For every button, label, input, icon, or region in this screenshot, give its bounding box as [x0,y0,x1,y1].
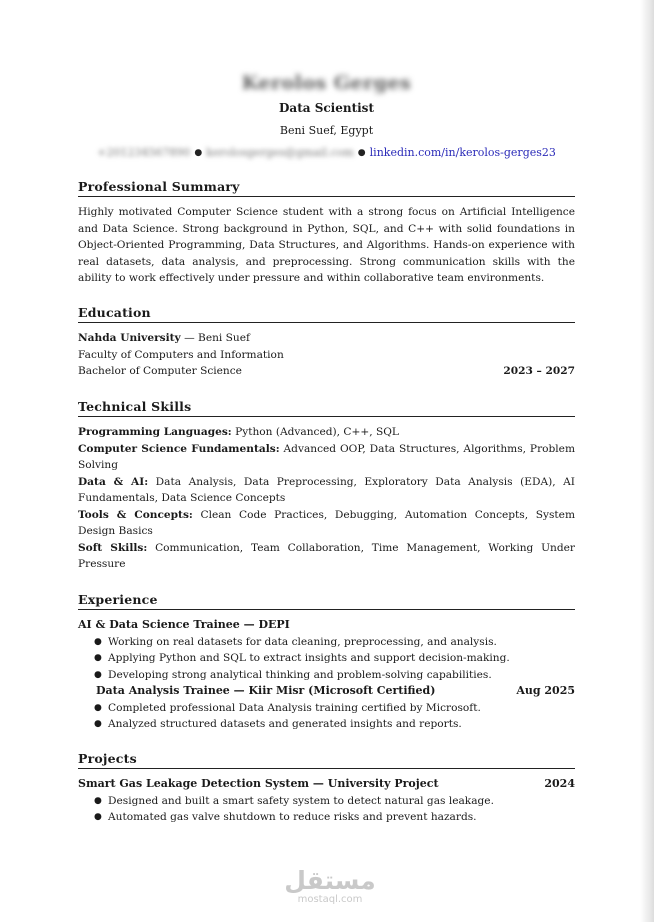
bullet-icon: ● [94,636,102,647]
list-item: ● Working on real datasets for data cleaning, preprocessing, and analysis. [94,634,575,651]
mostaql-watermark [280,868,380,905]
faculty-line [78,347,575,364]
skill-row [78,424,575,441]
job-role: Data Analysis Trainee — Kiir Misr (Microsoft Certified) [96,684,436,697]
list-item: ● Applying Python and SQL to extract insights and support decision-making. [94,650,575,667]
bullet-icon: ● [94,795,102,806]
skill-row [78,507,575,540]
skill-value: Advanced OOP, Data Structures, Algorithms, Problem Solving [78,442,575,471]
education-heading: Education [78,305,575,323]
faculty-name: Faculty of Computers and Information [78,348,284,361]
summary-text: Highly motivated Computer Science student with a strong focus on Artificial Intelligence and Data Science. Strong background in Python, SQL, and C++ with solid foundations in Object-Oriented Programming, Data Structures, and Algorithms. Hands-on experience with real datasets, data analysis, and preprocessing. Strong communication skills with the ability to work effectively under pressure and within collaborative team environments. [78,206,575,284]
list-item: ● Analyzed structured datasets and generated insights and reports. [94,716,575,733]
skill-value: Python (Advanced), C++, SQL [231,426,399,438]
watermark-arabic: مستقل [284,866,376,895]
bullet-icon: ● [94,702,102,713]
list-item: ● Developing strong analytical thinking and problem-solving capabilities. [94,667,575,684]
skill-row [78,441,575,474]
projects-heading: Projects [78,751,575,769]
bullet-icon: ● [94,669,102,680]
summary-heading: Professional Summary [78,179,575,197]
job-role: AI & Data Science Trainee — DEPI [78,618,290,631]
job-title-row [78,617,575,634]
school-name: Nahda University [78,332,181,344]
skill-row [78,474,575,507]
skill-value: Communication, Team Collaboration, Time Management, Working Under Pressure [78,541,575,570]
bullet-icon: ● [94,653,102,663]
school-location: — Beni Suef [180,332,250,344]
bullet-separator: ● [357,148,366,158]
list-item: ● Automated gas valve shutdown to reduce risks and prevent hazards. [94,809,575,826]
job-title: Data Scientist [279,101,374,115]
project-title-row [78,776,575,793]
project-date: 2024 [544,777,575,790]
skill-label: Tools & Concepts: [78,508,193,521]
skill-row [78,540,575,573]
projects-section [78,751,575,826]
degree-name: Bachelor of Computer Science [78,365,242,377]
skill-value: Clean Code Practices, Debugging, Automation Concepts, System Design Basics [78,508,575,537]
linkedin-link[interactable]: linkedin.com/in/kerolos-gerges23 [369,146,556,159]
list-item: ● Designed and built a smart safety system to detect natural gas leakage. [94,793,575,810]
skills-heading: Technical Skills [78,399,575,417]
bullet-separator: ● [194,148,203,158]
project-name: Smart Gas Leakage Detection System — University Project [78,777,439,790]
experience-heading: Experience [78,592,575,610]
watermark-latin: mostaql.com [297,894,363,905]
email-address: kerolosgerges@gmail.com [206,146,354,159]
degree-line [78,363,575,380]
contact-line [78,146,575,159]
skill-value: Data Analysis, Data Preprocessing, Exploratory Data Analysis (EDA), AI Fundamentals, Data Science Concepts [78,475,575,504]
education-section [78,305,575,380]
location: Beni Suef, Egypt [279,124,374,137]
bullet-icon: ● [94,812,102,822]
job-bullets [78,634,575,684]
job-title-row [78,683,575,700]
project-bullets [78,793,575,826]
candidate-name: Kerolos Gerges [241,72,412,94]
phone-number: +201234567890 [97,146,191,159]
bullet-icon: ● [94,719,102,729]
education-dates: 2023 – 2027 [503,365,575,377]
skills-section [78,399,575,573]
skill-label: Programming Languages: [78,426,232,438]
skill-label: Soft Skills: [78,541,148,554]
skill-label: Data & AI: [78,475,149,488]
job-bullets [78,700,575,733]
summary-section [78,179,575,287]
job-date: Aug 2025 [516,684,575,697]
experience-section [78,592,575,733]
skill-label: Computer Science Fundamentals: [78,442,280,455]
school-line [78,330,575,347]
list-item: ● Completed professional Data Analysis training certified by Microsoft. [94,700,575,717]
page-edge-shadow [640,0,654,922]
